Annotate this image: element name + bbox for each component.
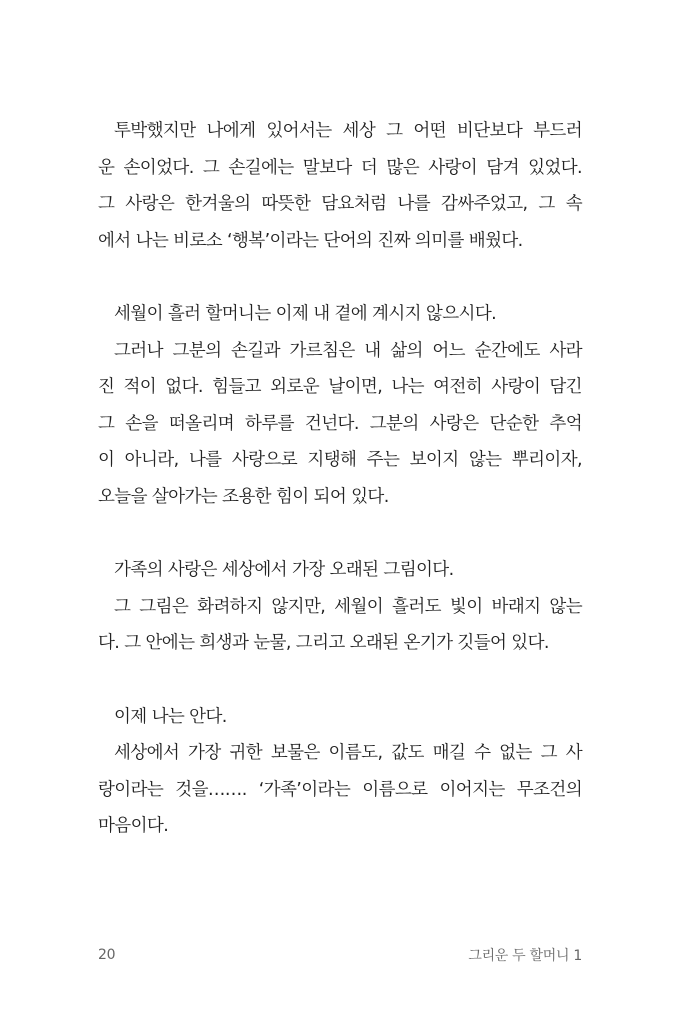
text-line: 그 사랑은 한겨울의 따뜻한 담요처럼 나를 감싸주었고, 그 속	[98, 194, 582, 215]
text-line: 그 손을 떠올리며 하루를 건넌다. 그분의 사랑은 단순한 추억	[98, 413, 582, 434]
text-line: 운 손이었다. 그 손길에는 말보다 더 많은 사랑이 담겨 있었다.	[98, 157, 582, 178]
running-title: 그리운 두 할머니 1	[468, 948, 582, 964]
text-line: 마음이다.	[98, 816, 169, 837]
text-line: 세상에서 가장 귀한 보물은 이름도, 값도 매길 수 없는 그 사	[114, 743, 582, 764]
text-line: 그 그림은 화려하지 않지만, 세월이 흘러도 빛이 바래지 않는	[114, 596, 582, 617]
paragraph	[98, 699, 582, 845]
text-line: 다. 그 안에는 희생과 눈물, 그리고 오래된 온기가 깃들어 있다.	[98, 633, 549, 654]
paragraph-spacer	[98, 662, 582, 699]
paragraph	[98, 552, 582, 662]
text-line: 에서 나는 비로소 ‘행복’이라는 단어의 진짜 의미를 배웠다.	[98, 230, 523, 251]
paragraph	[98, 296, 582, 516]
text-line: 랑이라는 것을……. ‘가족’이라는 이름으로 이어지는 무조건의	[98, 779, 582, 800]
paragraph-spacer	[98, 516, 582, 553]
paragraph-spacer	[98, 259, 582, 296]
text-line: 오늘을 살아가는 조용한 힘이 되어 있다.	[98, 486, 389, 507]
text-line: 그러나 그분의 손길과 가르침은 내 삶의 어느 순간에도 사라	[114, 340, 582, 361]
text-line: 진 적이 없다. 힘들고 외로운 날이면, 나는 여전히 사랑이 담긴	[98, 377, 582, 398]
text-line: 투박했지만 나에게 있어서는 세상 그 어떤 비단보다 부드러	[114, 121, 582, 141]
text-line: 이 아니라, 나를 사랑으로 지탱해 주는 보이지 않는 뿌리이자,	[98, 450, 582, 471]
text-line: 세월이 흘러 할머니는 이제 내 곁에 계시지 않으시다.	[114, 303, 497, 324]
text-line: 이제 나는 안다.	[114, 706, 227, 727]
page-number: 20	[98, 947, 116, 963]
paragraph	[98, 113, 582, 259]
page-footer	[98, 944, 582, 966]
page-body	[98, 113, 582, 845]
text-line: 가족의 사랑은 세상에서 가장 오래된 그림이다.	[114, 560, 454, 581]
